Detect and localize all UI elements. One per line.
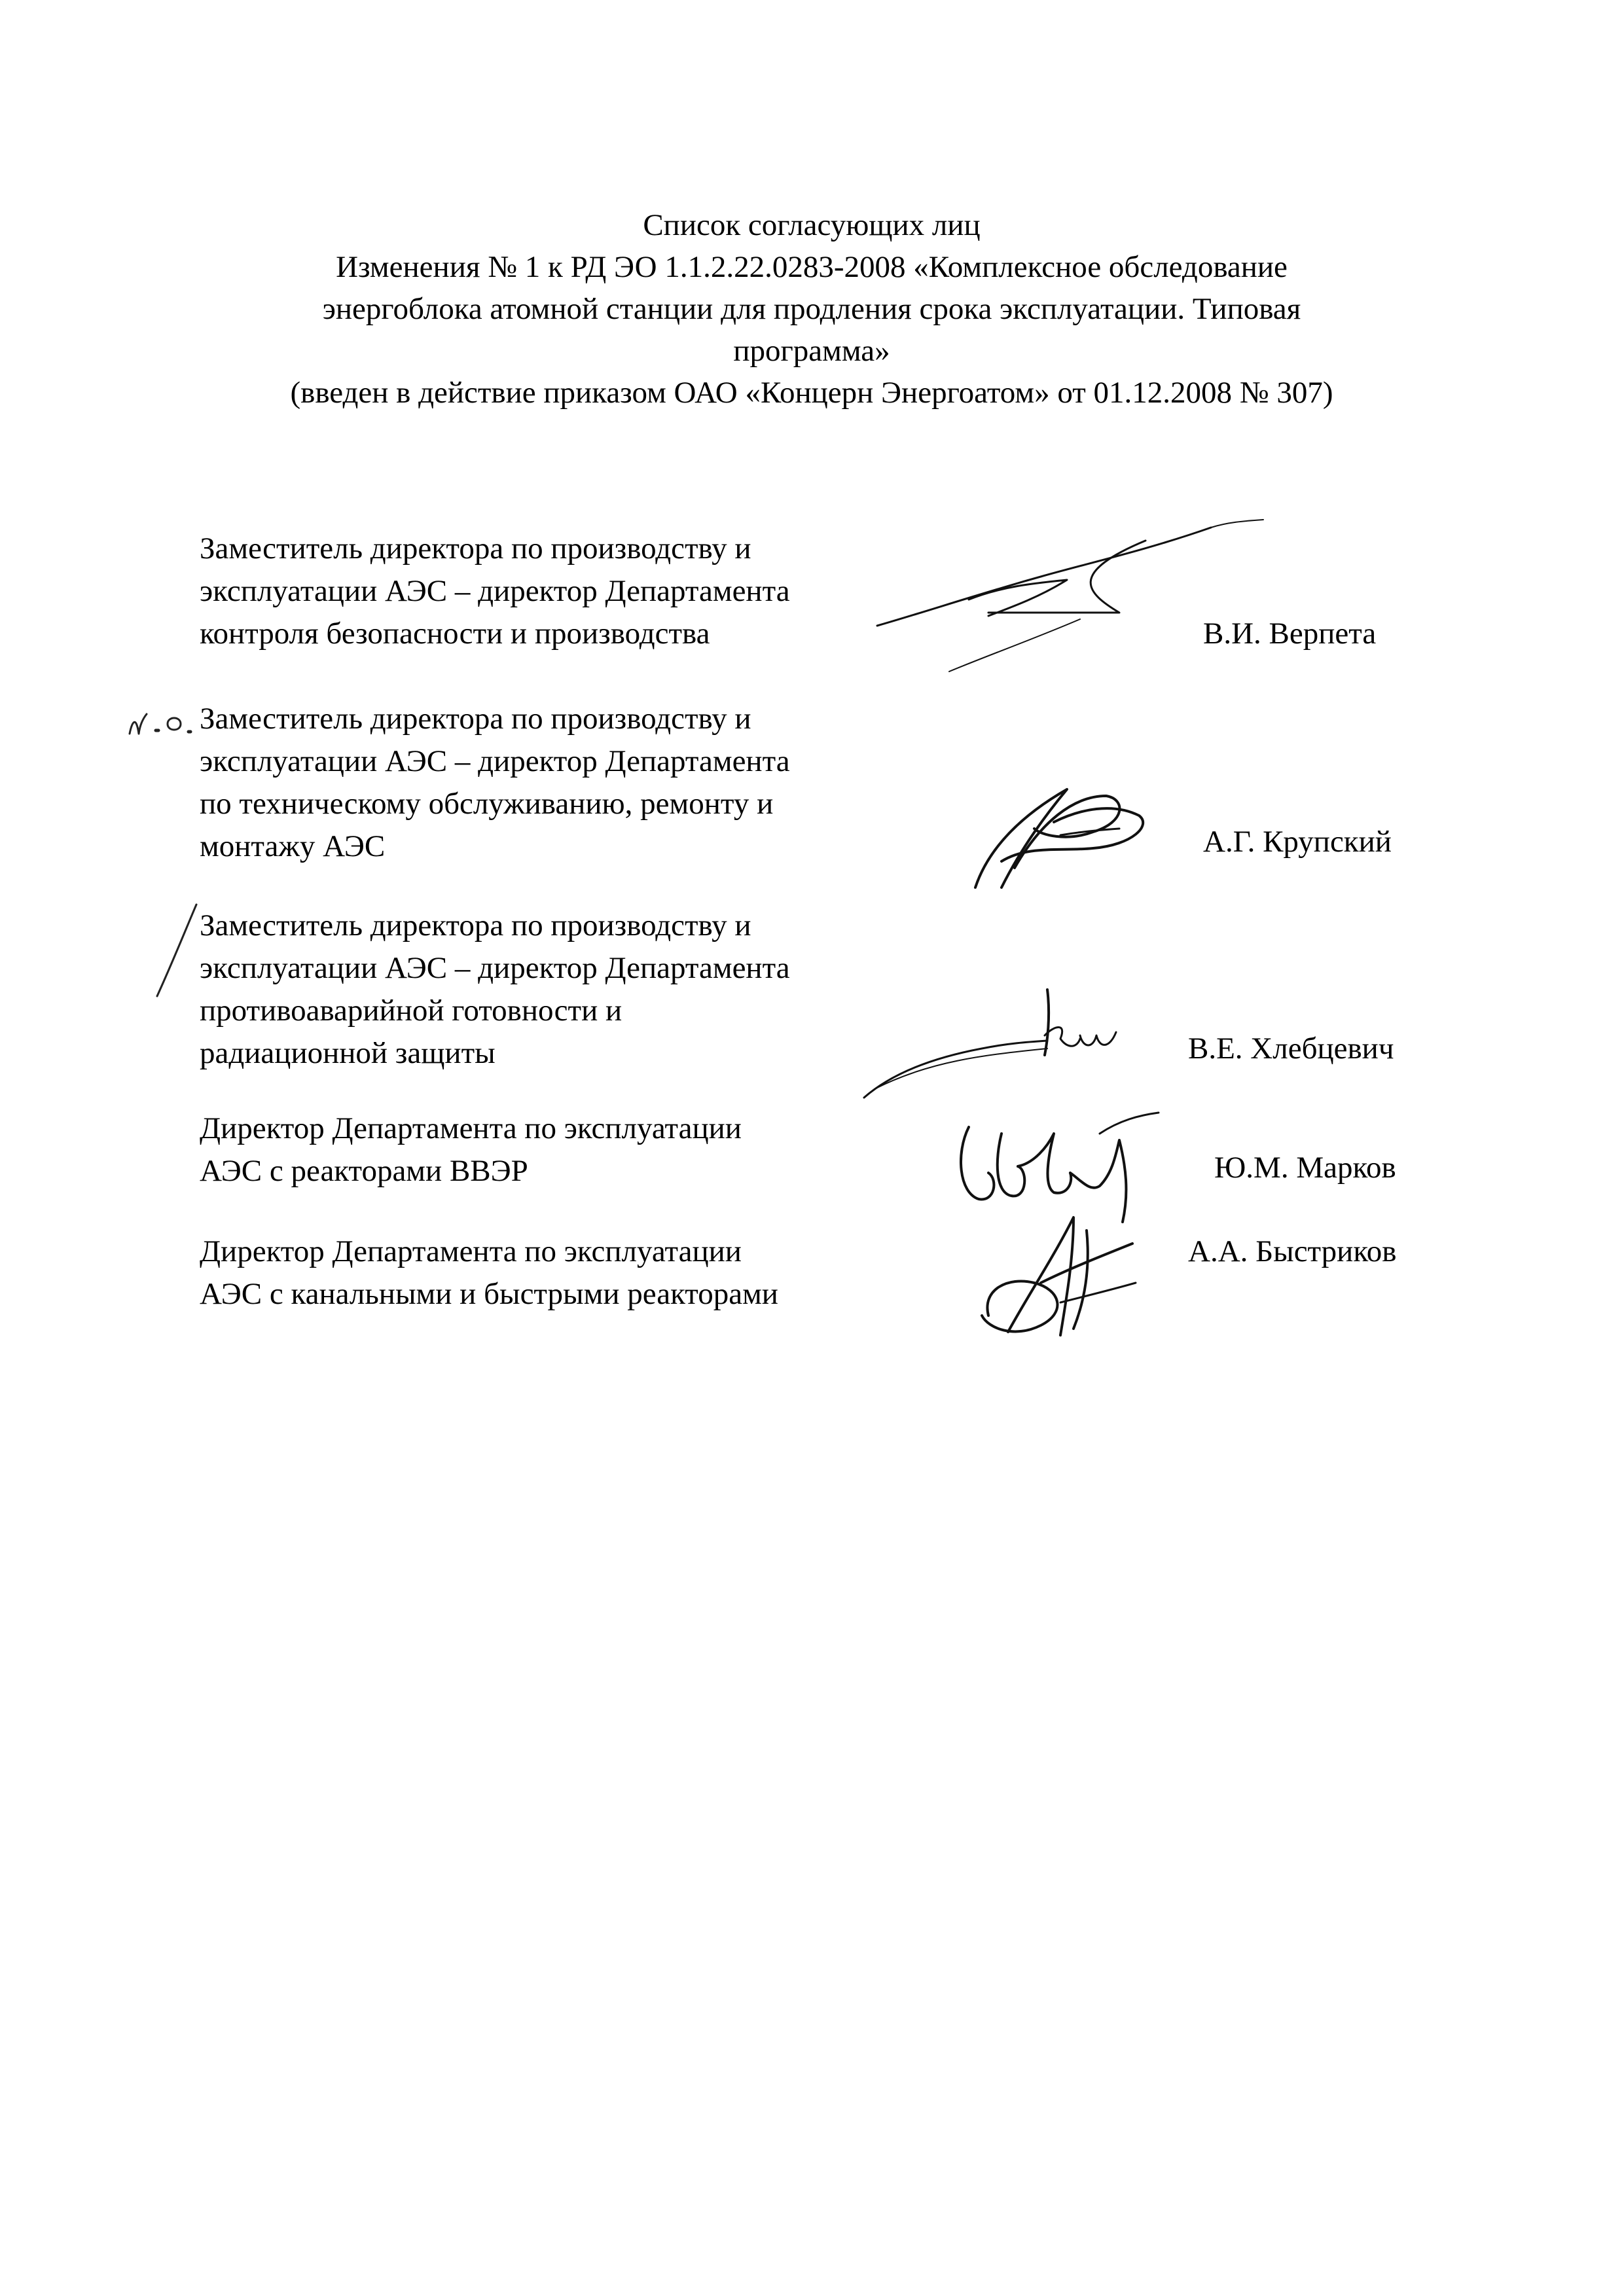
- signature-krupsky: [962, 770, 1159, 901]
- signatory-position: Заместитель директора по производству и эксплуатации АЭС – директор Департамента противоаварийной готовности и радиационной защиты: [200, 908, 790, 1070]
- signatory-name: В.Е. Хлебцевич: [1188, 1031, 1394, 1066]
- margin-slash-mark: [151, 901, 203, 999]
- document-subtitle-line-3: программа»: [733, 334, 890, 368]
- signatory-name: А.Г. Крупский: [1203, 825, 1392, 859]
- document-subtitle-line-1: Изменения № 1 к РД ЭО 1.1.2.22.0283-2008 «Комплексное обследование: [336, 250, 1288, 284]
- signature-bystrikov: [969, 1204, 1152, 1342]
- signature-khlebtsevich: [851, 977, 1126, 1107]
- signatory-name: Ю.М. Марков: [1214, 1151, 1396, 1185]
- document-subtitle-line-2: энергоблока атомной станции для продления срока эксплуатации. Типовая: [322, 292, 1301, 326]
- signatory-position: Заместитель директора по производству и эксплуатации АЭС – директор Департамента контроля безопасности и производства: [200, 531, 790, 651]
- margin-note-io: [124, 704, 196, 744]
- document-header: [157, 204, 1466, 414]
- document-title: Список согласующих лиц: [643, 208, 981, 242]
- signatory-position: Директор Департамента по эксплуатации АЭС с канальными и быстрыми реакторами: [200, 1234, 778, 1311]
- document-order-reference: (введен в действие приказом ОАО «Концерн Энергоатом» от 01.12.2008 № 307): [290, 376, 1333, 410]
- signatory-name: В.И. Верпета: [1203, 617, 1377, 651]
- signatory-name: А.А. Быстриков: [1188, 1234, 1397, 1268]
- signatory-position: Заместитель директора по производству и эксплуатации АЭС – директор Департамента по техническому обслуживанию, ремонту и монтажу АЭС: [200, 702, 790, 863]
- signatory-position: Директор Департамента по эксплуатации АЭС с реакторами ВВЭР: [200, 1111, 742, 1188]
- signature-verpeta: [871, 514, 1290, 685]
